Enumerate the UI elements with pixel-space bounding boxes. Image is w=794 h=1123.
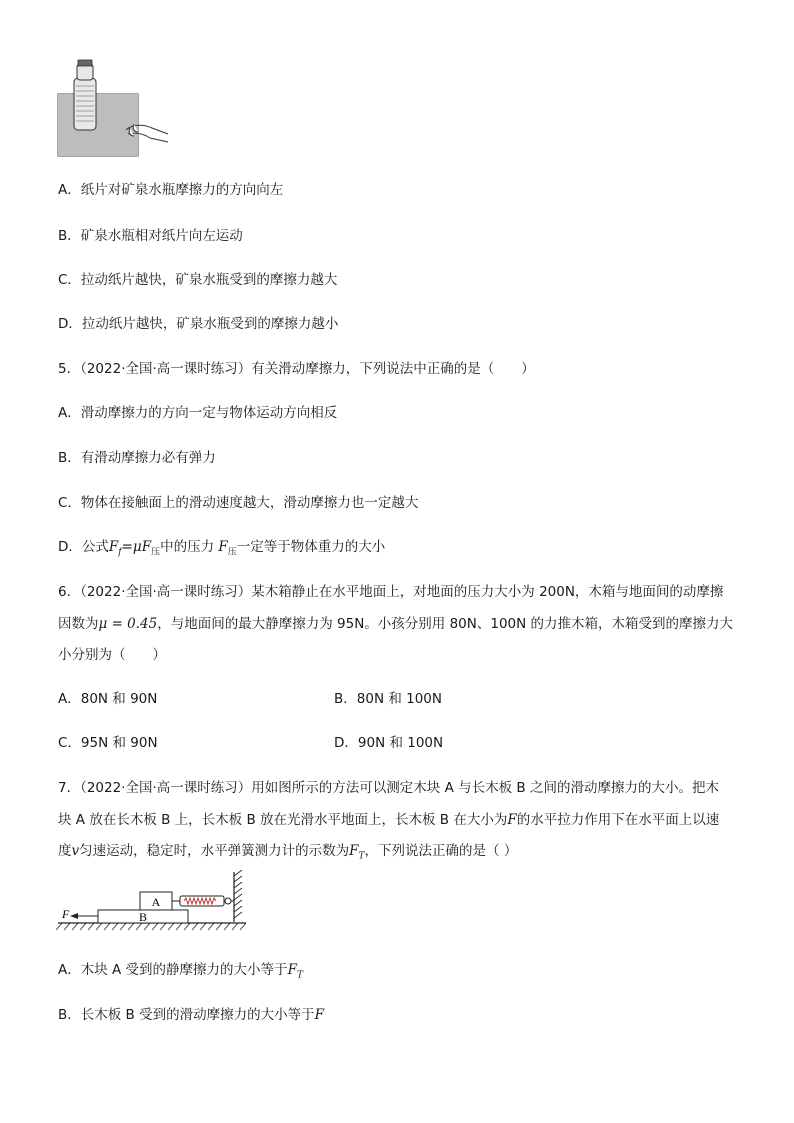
q5-option-c: C．物体在接触面上的滑动速度越大，滑动摩擦力也一定越大 bbox=[58, 495, 419, 511]
q5-d-mid: 中的压力 bbox=[160, 539, 215, 555]
force-f: F bbox=[507, 812, 517, 828]
block-spring-figure bbox=[56, 868, 250, 936]
q4-option-c: C．拉动纸片越快，矿泉水瓶受到的摩擦力越大 bbox=[58, 272, 338, 288]
q5-option-a: A．滑动摩擦力的方向一定与物体运动方向相反 bbox=[58, 405, 338, 421]
formula-eq: =μF bbox=[121, 539, 152, 555]
mu-value: μ = 0.45 bbox=[98, 616, 158, 632]
label-f: F bbox=[62, 907, 70, 921]
velocity-v: v bbox=[71, 843, 80, 859]
q7-option-b-text: B．长木板 B 受到的滑动摩擦力的大小等于 bbox=[58, 1007, 315, 1023]
q7-line-1: 7．（2022·全国·高一课时练习）用如图所示的方法可以测定木块 A 与长木板 B 之间的滑动摩擦力的大小。把木 bbox=[58, 780, 719, 796]
q7-option-b bbox=[58, 1005, 324, 1025]
q6-line-2-a: 因数为 bbox=[58, 616, 99, 632]
q6-line-1: 6．（2022·全国·高一课时练习）某木箱静止在水平地面上，对地面的压力大小为 200N，木箱与地面间的动摩擦 bbox=[58, 584, 724, 600]
q4-option-a: A．纸片对矿泉水瓶摩擦力的方向向左 bbox=[58, 182, 284, 198]
q6-option-a: A．80N 和 90N bbox=[58, 691, 158, 707]
q7-option-a-f-sub: T bbox=[296, 970, 303, 981]
q7-line-3-b: 匀速运动，稳定时，水平弹簧测力计的示数为 bbox=[79, 843, 350, 859]
formula-f: F bbox=[108, 539, 119, 555]
formula-f-sub: f bbox=[118, 547, 122, 558]
q4-option-b: B．矿泉水瓶相对纸片向左运动 bbox=[58, 228, 243, 244]
q6-option-d: D．90N 和 100N bbox=[334, 735, 444, 751]
q7-line-3 bbox=[58, 841, 517, 867]
label-a: A bbox=[151, 895, 161, 909]
reading-ft: F bbox=[349, 843, 359, 859]
reading-ft-sub: T bbox=[358, 851, 365, 862]
q6-option-b: B．80N 和 100N bbox=[334, 691, 442, 707]
pressure-f-sub: 压 bbox=[227, 547, 237, 558]
pressure-f: F bbox=[218, 539, 228, 555]
bottle-paper-figure bbox=[56, 58, 172, 160]
q7-line-3-a: 度 bbox=[58, 843, 72, 859]
label-b: B bbox=[138, 910, 148, 924]
formula-n-sub: 压 bbox=[151, 547, 161, 558]
q7-option-a-text: A．木块 A 受到的静摩擦力的大小等于 bbox=[58, 962, 288, 978]
q5-stem: 5．（2022·全国·高一课时练习）有关滑动摩擦力，下列说法中正确的是（ ） bbox=[58, 361, 535, 377]
q4-option-d: D．拉动纸片越快，矿泉水瓶受到的摩擦力越小 bbox=[58, 316, 339, 332]
q6-option-c: C．95N 和 90N bbox=[58, 735, 158, 751]
q5-d-prefix: D．公式 bbox=[58, 539, 109, 555]
q7-line-2-b: 的水平拉力作用下在水平面上以速 bbox=[516, 812, 720, 828]
q6-line-3: 小分别为（ ） bbox=[58, 647, 166, 663]
q7-option-b-f: F bbox=[314, 1007, 324, 1023]
q5-d-suffix: 一定等于物体重力的大小 bbox=[236, 539, 386, 555]
q5-option-b: B．有滑动摩擦力必有弹力 bbox=[58, 450, 216, 466]
q7-option-a bbox=[58, 960, 303, 986]
q7-line-2-a: 块 A 放在长木板 B 上，长木板 B 放在光滑水平地面上，长木板 B 在大小为 bbox=[58, 812, 508, 828]
q6-line-2-b: ，与地面间的最大静摩擦力为 95N。小孩分别用 80N、100N 的力推木箱，木箱受到的摩擦力大 bbox=[157, 616, 734, 632]
q6-line-2 bbox=[58, 614, 733, 634]
q7-line-2 bbox=[58, 810, 719, 830]
q5-option-d bbox=[58, 537, 385, 563]
q7-option-a-f: F bbox=[287, 962, 297, 978]
q7-line-3-c: ，下列说法正确的是（ ） bbox=[364, 843, 518, 859]
